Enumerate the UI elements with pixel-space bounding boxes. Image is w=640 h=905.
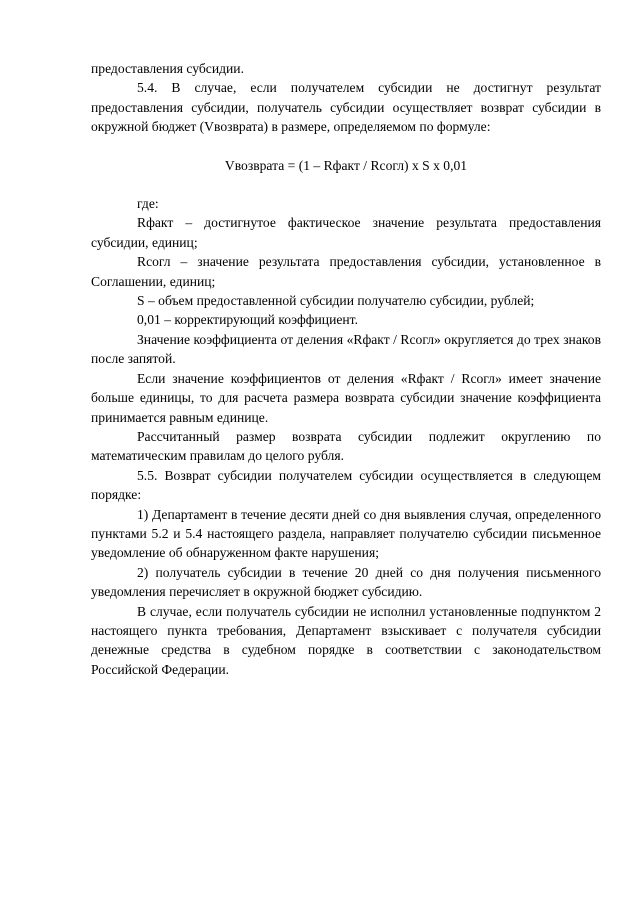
formula: Vвозврата = (1 – Rфакт / Rсогл) x S x 0,01 [224,157,468,173]
paragraph-5-5: 5.5. Возврат субсидии получателем субсидии осуществляется в следующем порядке: [91,467,601,503]
where-label: где: [137,196,159,212]
definition-rsogl: Rсогл – значение результата предоставления субсидии, установленное в Соглашении, единиц; [91,254,601,289]
list-item-2: 2) получатель субсидии в течение 20 дней со дня получения письменного уведомления перечисляет в окружной бюджет субсидию. [91,564,601,600]
list-item-1: 1) Департамент в течение десяти дней со дня выявления случая, определенного пунктами 5.2 и 5.4 настоящего раздела, направляет получателю субсидии письменное уведомление об обнаруженном факте нарушения; [91,506,601,561]
paragraph-coefficient-greater-one: Если значение коэффициентов от деления «Rфакт / Rсогл» имеет значение больше единицы, то для расчета размера возврата субсидии значение коэффициента принимается равным единице. [91,370,601,425]
paragraph-5-4: 5.4. В случае, если получателем субсидии не достигнут результат предоставления субсидии, получатель субсидии осуществляет возврат субсидии в окружной бюджет (Vвозврата) в размере, определяемом по формуле: [91,80,601,135]
paragraph-rounding-coefficient: Значение коэффициента от деления «Rфакт / Rсогл» округляется до трех знаков после запятой. [91,331,601,367]
document-page [91,59,601,679]
definition-s: S – объем предоставленной субсидии получателю субсидии, рублей; [137,293,535,309]
definition-coefficient: 0,01 – корректирующий коэффициент. [137,312,358,328]
paragraph-recovery: В случае, если получатель субсидии не исполнил установленные подпунктом 2 настоящего пункта требования, Департамент взыскивает с получателя субсидии денежные средства в судебном порядке в соответствии с законодательством Российской Федерации. [91,603,601,677]
paragraph-rounding-amount: Рассчитанный размер возврата субсидии подлежит округлению по математическим правилам до целого рубля. [91,428,601,464]
paragraph-continuation: предоставления субсидии. [91,61,244,76]
definition-rfact: Rфакт – достигнутое фактическое значение результата предоставления субсидии, единиц; [91,215,601,250]
